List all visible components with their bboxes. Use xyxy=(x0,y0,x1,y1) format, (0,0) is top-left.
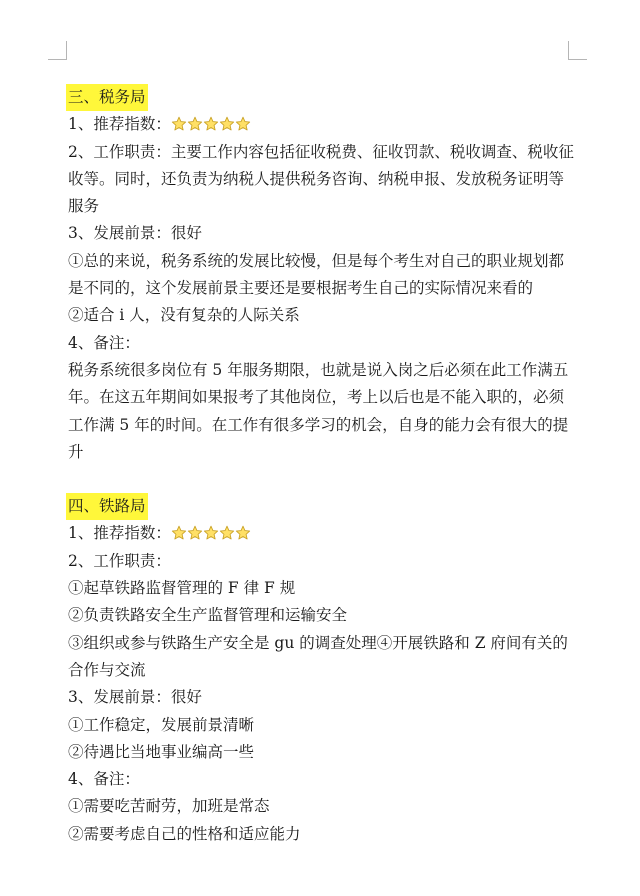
prospect-label: 3、发展前景：很好 xyxy=(68,224,202,243)
document-body xyxy=(68,84,578,848)
prospect-item: ②适合 i 人，没有复杂的人际关系 xyxy=(68,306,300,325)
star-icon xyxy=(187,116,203,132)
duty-item: ②负责铁路安全生产监督管理和运输安全 xyxy=(68,606,348,625)
duty-item: ③组织或参与铁路生产安全是 gu 的调查处理④开展铁路和 Z 府间有关的合作与交流 xyxy=(68,633,568,679)
page-corner-mark-top-right xyxy=(568,41,587,60)
star-icon xyxy=(235,525,251,541)
star-icon xyxy=(171,525,187,541)
section-spacer xyxy=(68,466,578,493)
rating-stars xyxy=(171,525,251,541)
section-heading: 四、铁路局 xyxy=(66,493,148,520)
rating-line xyxy=(68,520,578,547)
star-icon xyxy=(171,116,187,132)
section-tax-bureau xyxy=(68,84,578,466)
page-corner-mark-top-left xyxy=(48,41,67,60)
star-icon xyxy=(203,525,219,541)
rating-stars xyxy=(171,116,251,132)
note-item: ①需要吃苦耐劳，加班是常态 xyxy=(68,797,270,816)
star-icon xyxy=(219,525,235,541)
duty-label: 2、工作职责： xyxy=(68,142,171,161)
star-icon xyxy=(235,116,251,132)
star-icon xyxy=(219,116,235,132)
rating-label: 1、推荐指数： xyxy=(68,524,171,543)
duty-text: 主要工作内容包括征收税费、征收罚款、税收调查、税收征收等。同时，还负责为纳税人提供税务咨询、纳税申报、发放税务证明等服务 xyxy=(68,142,574,216)
star-icon xyxy=(187,525,203,541)
star-icon xyxy=(203,116,219,132)
duty-line xyxy=(68,139,578,221)
note-item: ②需要考虑自己的性格和适应能力 xyxy=(68,824,301,843)
prospect-item: ①工作稳定，发展前景清晰 xyxy=(68,715,255,734)
duty-item: ①起草铁路监督管理的 F 律 F 规 xyxy=(68,579,296,598)
note-label: 4、备注： xyxy=(68,770,140,789)
prospect-item: ①总的来说，税务系统的发展比较慢，但是每个考生对自己的职业规划都是不同的，这个发展前景主要还是要根据考生自己的实际情况来看的 xyxy=(68,251,565,298)
prospect-label: 3、发展前景：很好 xyxy=(68,688,202,707)
duty-label: 2、工作职责： xyxy=(68,551,171,570)
rating-line xyxy=(68,111,578,138)
note-label: 4、备注： xyxy=(68,333,140,352)
rating-label: 1、推荐指数： xyxy=(68,115,171,134)
section-heading: 三、税务局 xyxy=(66,84,148,111)
section-railway-bureau xyxy=(68,493,578,848)
prospect-item: ②待遇比当地事业编高一些 xyxy=(68,742,255,761)
note-item: 税务系统很多岗位有 5 年服务期限，也就是说入岗之后必须在此工作满五年。在这五年期间如果报考了其他岗位，考上以后也是不能入职的，必须工作满 5 年的时间。在工作有很多学习的机会，自身的能力会有很大的提升 xyxy=(68,360,569,461)
